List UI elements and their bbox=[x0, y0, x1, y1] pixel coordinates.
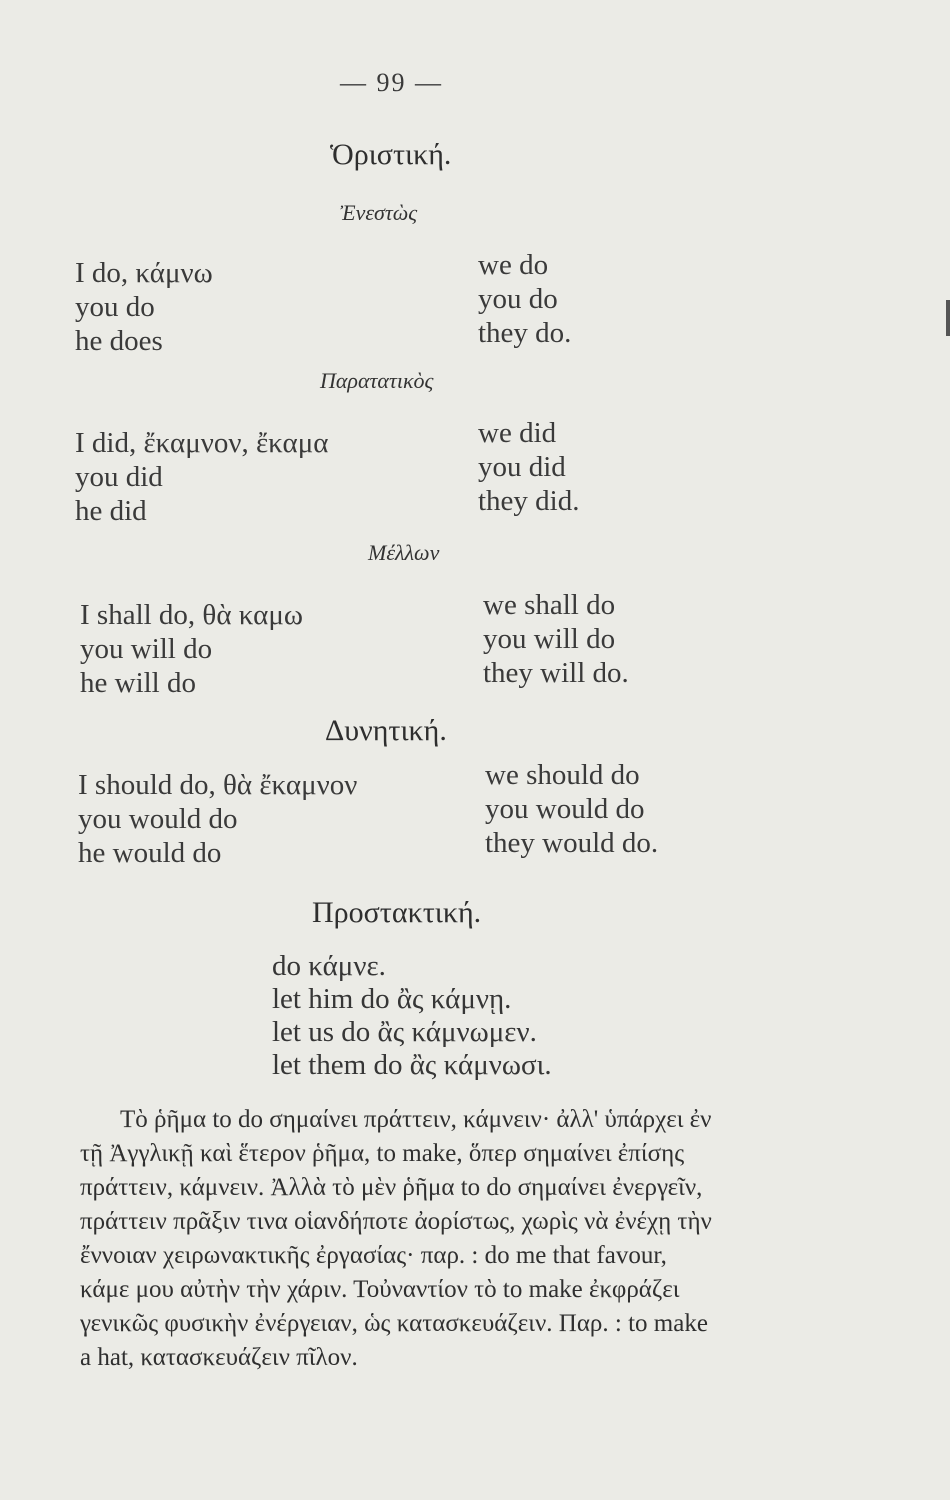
imperative-line: let him do ἂς κάμνῃ. bbox=[272, 983, 512, 1015]
conj-line: they did. bbox=[478, 485, 580, 517]
conditional-plural bbox=[485, 758, 658, 860]
conj-line: I did, ἔκαμνον, ἔκαμα bbox=[75, 427, 329, 459]
conj-line: we shall do bbox=[483, 589, 616, 621]
present-plural bbox=[478, 248, 571, 350]
conj-line: you do bbox=[75, 291, 155, 323]
conj-line: we do bbox=[478, 249, 549, 281]
present-singular bbox=[75, 256, 213, 358]
conj-line: you would do bbox=[485, 793, 645, 825]
conj-line: you will do bbox=[483, 623, 616, 655]
mood-heading-imperative: Προστακτική. bbox=[312, 896, 482, 929]
explanatory-paragraph bbox=[80, 1103, 840, 1375]
conj-line: he does bbox=[75, 325, 163, 357]
page-number: — 99 — bbox=[340, 68, 443, 97]
conj-line: they do. bbox=[478, 317, 572, 349]
conj-line: you would do bbox=[78, 803, 238, 835]
paragraph-line: γενικῶς φυσικὴν ἐνέργειαν, ὡς κατασκευάζειν. Παρ. : to make bbox=[80, 1310, 708, 1337]
mood-heading-indicative: Ὁριστική. bbox=[330, 138, 452, 171]
conj-line: I shall do, θὰ καμω bbox=[80, 599, 303, 631]
conj-line: you will do bbox=[80, 633, 213, 665]
mood-heading-conditional: Δυνητική. bbox=[325, 714, 447, 747]
paragraph-line: τῇ Ἀγγλικῇ καὶ ἕτερον ῥῆμα, to make, ὅπερ σημαίνει ἐπίσης bbox=[80, 1140, 685, 1167]
paragraph-line: πράττειν, κάμνειν. Ἀλλὰ τὸ μὲν ῥῆμα to do σημαίνει ἐνεργεῖν, bbox=[80, 1174, 703, 1201]
future-plural bbox=[483, 588, 629, 690]
paragraph-line: a hat, κατασκευάζειν πῖλον. bbox=[80, 1344, 358, 1371]
conj-line: they will do. bbox=[483, 657, 629, 689]
conj-line: you do bbox=[478, 283, 558, 315]
imperative-line: let them do ἂς κάμνωσι. bbox=[272, 1049, 552, 1081]
imperative-line: let us do ἂς κάμνωμεν. bbox=[272, 1016, 537, 1048]
conj-line: we should do bbox=[485, 759, 640, 791]
conj-line: he will do bbox=[80, 667, 196, 699]
imperative-list bbox=[272, 950, 552, 1082]
paragraph-line: κάμε μου αὐτὴν τὴν χάριν. Τοὐναντίον τὸ to make ἐκφράζει bbox=[80, 1276, 680, 1303]
conj-line: they would do. bbox=[485, 827, 659, 859]
conj-line: you did bbox=[478, 451, 566, 483]
paragraph-line: ἔννοιαν χειρωνακτικῆς ἐργασίας· παρ. : do me that favour, bbox=[80, 1242, 667, 1269]
conj-line: he would do bbox=[78, 837, 222, 869]
paragraph-line: Τὸ ῥῆμα to do σημαίνει πράττειν, κάμνειν· ἀλλ' ὑπάρχει ἐν bbox=[120, 1106, 712, 1133]
tense-heading-present: Ἐνεστὼς bbox=[340, 200, 418, 225]
future-singular bbox=[80, 598, 303, 700]
conj-line: I should do, θὰ ἔκαμνον bbox=[78, 769, 358, 801]
conj-line: you did bbox=[75, 461, 163, 493]
conditional-singular bbox=[78, 768, 357, 870]
imperfect-plural bbox=[478, 416, 580, 518]
tense-heading-future: Μέλλων bbox=[368, 540, 440, 565]
imperfect-singular bbox=[75, 426, 328, 528]
conj-line: he did bbox=[75, 495, 147, 527]
imperative-line: do κάμνε. bbox=[272, 950, 386, 982]
conj-line: we did bbox=[478, 417, 557, 449]
conj-line: I do, κάμνω bbox=[75, 257, 213, 289]
paragraph-line: πράττειν πρᾶξιν τινα οἱανδήποτε ἀορίστως, χωρὶς νὰ ἐνέχῃ τὴν bbox=[80, 1208, 712, 1235]
page-edge-mark bbox=[946, 300, 950, 336]
tense-heading-imperfect: Παρατατικὸς bbox=[320, 368, 434, 393]
